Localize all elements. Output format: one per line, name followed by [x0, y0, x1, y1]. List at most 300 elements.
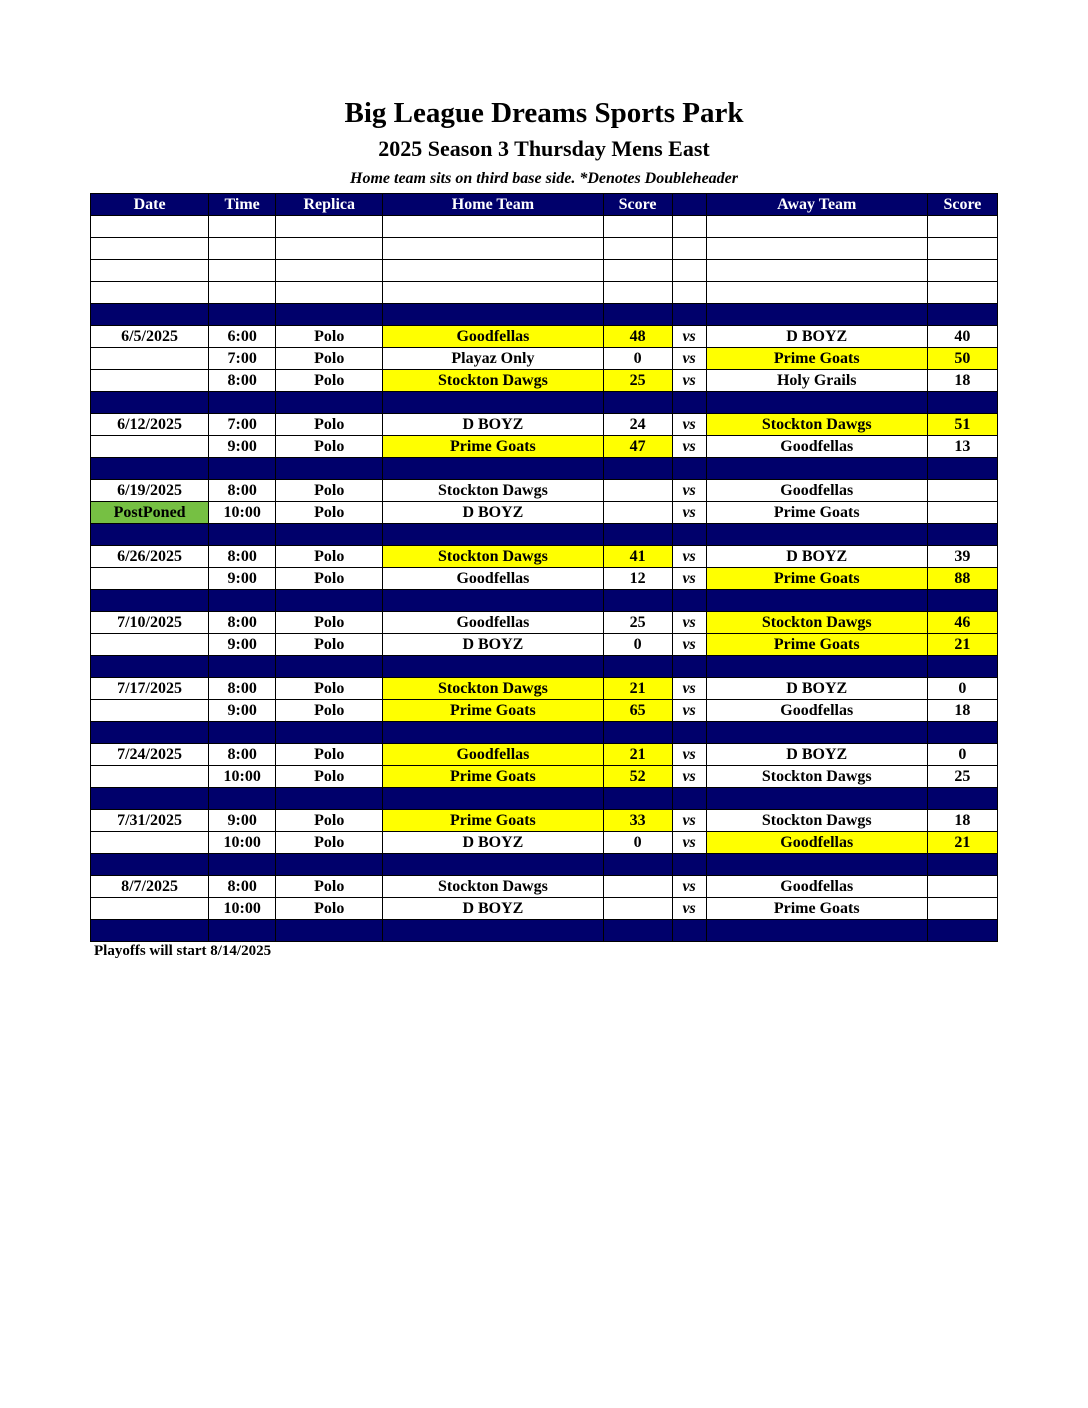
cell-away-score: 46 [927, 612, 997, 634]
cell-away-team: Stockton Dawgs [706, 612, 927, 634]
blank-row [91, 216, 998, 238]
cell-home-score: 33 [603, 810, 672, 832]
table-row [91, 898, 998, 920]
cell-away-team: Goodfellas [706, 700, 927, 722]
cell-vs [672, 260, 706, 282]
cell-away-team [706, 722, 927, 744]
cell-away-team [706, 920, 927, 942]
cell-date [91, 920, 209, 942]
cell-home-team: D BOYZ [383, 414, 603, 436]
cell-away-team [706, 524, 927, 546]
cell-home-team: D BOYZ [383, 502, 603, 524]
cell-away-team: Stockton Dawgs [706, 414, 927, 436]
cell-home-team: Prime Goats [383, 766, 603, 788]
cell-replica: Polo [276, 678, 383, 700]
cell-home-team [383, 304, 603, 326]
cell-home-score [603, 898, 672, 920]
cell-vs [672, 590, 706, 612]
cell-replica [276, 656, 383, 678]
cell-away-team: D BOYZ [706, 546, 927, 568]
cell-away-score [927, 788, 997, 810]
cell-replica: Polo [276, 876, 383, 898]
cell-home-score: 0 [603, 634, 672, 656]
cell-time [209, 920, 276, 942]
cell-date: 8/7/2025 [91, 876, 209, 898]
cell-home-score: 24 [603, 414, 672, 436]
cell-time [209, 260, 276, 282]
cell-vs [672, 304, 706, 326]
cell-home-score [603, 590, 672, 612]
cell-home-team: D BOYZ [383, 634, 603, 656]
cell-away-score [927, 876, 997, 898]
cell-vs: vs [672, 766, 706, 788]
cell-replica [276, 238, 383, 260]
table-row [91, 546, 998, 568]
cell-vs: vs [672, 546, 706, 568]
cell-home-team: Stockton Dawgs [383, 546, 603, 568]
cell-time: 9:00 [209, 810, 276, 832]
cell-away-score [927, 524, 997, 546]
cell-away-score: 0 [927, 678, 997, 700]
cell-home-score: 47 [603, 436, 672, 458]
cell-away-team: Prime Goats [706, 898, 927, 920]
table-row [91, 370, 998, 392]
cell-replica: Polo [276, 546, 383, 568]
cell-home-score [603, 216, 672, 238]
cell-away-team: Goodfellas [706, 436, 927, 458]
blank-row [91, 282, 998, 304]
cell-replica: Polo [276, 568, 383, 590]
cell-replica: Polo [276, 326, 383, 348]
cell-home-score: 48 [603, 326, 672, 348]
cell-home-score: 12 [603, 568, 672, 590]
cell-vs [672, 282, 706, 304]
page-subtitle: 2025 Season 3 Thursday Mens East [378, 136, 710, 161]
cell-vs [672, 458, 706, 480]
column-header-time: Time [209, 194, 276, 216]
cell-away-team [706, 238, 927, 260]
cell-home-team [383, 524, 603, 546]
cell-date [91, 370, 209, 392]
cell-replica: Polo [276, 898, 383, 920]
column-header-away-score: Score [927, 194, 997, 216]
cell-time [209, 282, 276, 304]
table-row [91, 634, 998, 656]
cell-away-score: 18 [927, 370, 997, 392]
cell-home-team: Goodfellas [383, 612, 603, 634]
separator-row [91, 920, 998, 942]
page-title: Big League Dreams Sports Park [344, 97, 744, 129]
cell-vs [672, 392, 706, 414]
cell-time: 9:00 [209, 568, 276, 590]
cell-home-team: Stockton Dawgs [383, 480, 603, 502]
cell-date [91, 788, 209, 810]
cell-home-score [603, 854, 672, 876]
cell-replica: Polo [276, 700, 383, 722]
cell-away-score: 25 [927, 766, 997, 788]
cell-vs: vs [672, 634, 706, 656]
cell-time: 10:00 [209, 766, 276, 788]
cell-away-score [927, 216, 997, 238]
cell-replica [276, 854, 383, 876]
cell-away-team [706, 392, 927, 414]
cell-home-score [603, 238, 672, 260]
cell-date: 6/5/2025 [91, 326, 209, 348]
cell-away-score [927, 304, 997, 326]
cell-replica: Polo [276, 634, 383, 656]
cell-vs: vs [672, 370, 706, 392]
cell-home-team: Stockton Dawgs [383, 370, 603, 392]
cell-home-score [603, 788, 672, 810]
cell-home-score: 52 [603, 766, 672, 788]
cell-time [209, 392, 276, 414]
cell-home-score [603, 502, 672, 524]
cell-date [91, 700, 209, 722]
cell-time: 6:00 [209, 326, 276, 348]
column-header-vs [672, 194, 706, 216]
cell-away-team: Prime Goats [706, 502, 927, 524]
cell-date [91, 260, 209, 282]
cell-home-team [383, 216, 603, 238]
header-row [91, 194, 998, 216]
cell-replica [276, 458, 383, 480]
cell-home-team [383, 656, 603, 678]
cell-replica [276, 304, 383, 326]
cell-home-score [603, 656, 672, 678]
cell-time: 9:00 [209, 634, 276, 656]
cell-date: 7/24/2025 [91, 744, 209, 766]
cell-away-score [927, 722, 997, 744]
cell-date: 6/26/2025 [91, 546, 209, 568]
cell-home-team: Stockton Dawgs [383, 876, 603, 898]
cell-time [209, 238, 276, 260]
cell-time: 8:00 [209, 546, 276, 568]
cell-away-team [706, 260, 927, 282]
cell-replica: Polo [276, 480, 383, 502]
cell-away-team: Prime Goats [706, 348, 927, 370]
cell-home-score: 25 [603, 370, 672, 392]
cell-time: 8:00 [209, 678, 276, 700]
cell-time: 7:00 [209, 348, 276, 370]
cell-away-score [927, 260, 997, 282]
cell-home-team: Goodfellas [383, 326, 603, 348]
cell-home-team [383, 854, 603, 876]
cell-home-team [383, 392, 603, 414]
separator-row [91, 392, 998, 414]
column-header-date: Date [91, 194, 209, 216]
cell-home-team: Goodfellas [383, 568, 603, 590]
cell-away-team: Goodfellas [706, 832, 927, 854]
cell-away-score [927, 392, 997, 414]
cell-home-score [603, 282, 672, 304]
column-header-home-team: Home Team [383, 194, 603, 216]
cell-away-team [706, 282, 927, 304]
cell-away-team: Prime Goats [706, 568, 927, 590]
cell-date [91, 832, 209, 854]
cell-away-score: 40 [927, 326, 997, 348]
cell-away-score [927, 480, 997, 502]
cell-time: 8:00 [209, 480, 276, 502]
table-row [91, 326, 998, 348]
blank-row [91, 260, 998, 282]
cell-date [91, 524, 209, 546]
cell-time [209, 590, 276, 612]
table-row [91, 436, 998, 458]
cell-away-score [927, 590, 997, 612]
blank-row [91, 238, 998, 260]
cell-home-team [383, 590, 603, 612]
cell-vs: vs [672, 744, 706, 766]
cell-away-score: 18 [927, 700, 997, 722]
cell-date [91, 436, 209, 458]
table-row [91, 678, 998, 700]
cell-date [91, 656, 209, 678]
cell-away-team: Stockton Dawgs [706, 810, 927, 832]
cell-away-team: D BOYZ [706, 678, 927, 700]
cell-home-score: 25 [603, 612, 672, 634]
cell-away-team: D BOYZ [706, 744, 927, 766]
cell-home-team [383, 458, 603, 480]
table-row [91, 810, 998, 832]
cell-replica: Polo [276, 810, 383, 832]
cell-replica: Polo [276, 832, 383, 854]
cell-away-score [927, 898, 997, 920]
cell-away-team: D BOYZ [706, 326, 927, 348]
cell-date [91, 898, 209, 920]
separator-row [91, 656, 998, 678]
cell-vs [672, 524, 706, 546]
cell-replica [276, 590, 383, 612]
cell-away-team [706, 590, 927, 612]
cell-away-team: Goodfellas [706, 876, 927, 898]
cell-away-score [927, 502, 997, 524]
cell-away-score: 21 [927, 832, 997, 854]
cell-vs [672, 788, 706, 810]
cell-replica: Polo [276, 766, 383, 788]
table-row [91, 876, 998, 898]
cell-date [91, 458, 209, 480]
cell-time: 7:00 [209, 414, 276, 436]
cell-date [91, 634, 209, 656]
cell-date [91, 216, 209, 238]
cell-vs [672, 920, 706, 942]
cell-date: 6/12/2025 [91, 414, 209, 436]
cell-vs: vs [672, 326, 706, 348]
cell-home-team: D BOYZ [383, 832, 603, 854]
cell-time [209, 524, 276, 546]
cell-away-score [927, 656, 997, 678]
cell-home-team [383, 920, 603, 942]
cell-away-team [706, 854, 927, 876]
cell-vs: vs [672, 480, 706, 502]
table-row [91, 832, 998, 854]
cell-away-score: 50 [927, 348, 997, 370]
cell-vs: vs [672, 810, 706, 832]
table-row [91, 502, 998, 524]
cell-home-score: 0 [603, 832, 672, 854]
cell-vs [672, 656, 706, 678]
playoffs-note: Playoffs will start 8/14/2025 [94, 943, 272, 959]
cell-time [209, 304, 276, 326]
cell-date [91, 304, 209, 326]
cell-home-team: Goodfellas [383, 744, 603, 766]
cell-date [91, 590, 209, 612]
cell-away-team: Stockton Dawgs [706, 766, 927, 788]
cell-home-team [383, 260, 603, 282]
cell-time: 9:00 [209, 436, 276, 458]
cell-away-score: 88 [927, 568, 997, 590]
cell-home-score: 21 [603, 744, 672, 766]
cell-vs: vs [672, 436, 706, 458]
cell-home-score [603, 458, 672, 480]
schedule-rows [91, 216, 998, 942]
cell-away-score: 21 [927, 634, 997, 656]
cell-home-score: 21 [603, 678, 672, 700]
table-row [91, 744, 998, 766]
cell-replica: Polo [276, 414, 383, 436]
separator-row [91, 524, 998, 546]
cell-home-score [603, 920, 672, 942]
cell-home-team: Prime Goats [383, 810, 603, 832]
cell-date [91, 392, 209, 414]
cell-replica [276, 392, 383, 414]
cell-replica: Polo [276, 744, 383, 766]
cell-time: 10:00 [209, 898, 276, 920]
cell-vs: vs [672, 502, 706, 524]
cell-vs: vs [672, 876, 706, 898]
cell-date [91, 854, 209, 876]
cell-date: 7/31/2025 [91, 810, 209, 832]
cell-home-score [603, 722, 672, 744]
cell-time: 9:00 [209, 700, 276, 722]
cell-away-score [927, 458, 997, 480]
cell-away-team: Prime Goats [706, 634, 927, 656]
cell-replica [276, 216, 383, 238]
cell-away-team [706, 458, 927, 480]
cell-replica: Polo [276, 502, 383, 524]
cell-home-score [603, 304, 672, 326]
cell-away-team [706, 304, 927, 326]
cell-vs: vs [672, 678, 706, 700]
table-row [91, 700, 998, 722]
cell-home-score: 0 [603, 348, 672, 370]
cell-date [91, 766, 209, 788]
table-row [91, 480, 998, 502]
cell-time: 10:00 [209, 502, 276, 524]
cell-home-team [383, 282, 603, 304]
cell-home-team [383, 238, 603, 260]
cell-replica [276, 722, 383, 744]
cell-home-score [603, 480, 672, 502]
separator-row [91, 458, 998, 480]
cell-time [209, 788, 276, 810]
cell-home-score: 65 [603, 700, 672, 722]
cell-vs: vs [672, 414, 706, 436]
cell-replica [276, 282, 383, 304]
cell-date: 7/10/2025 [91, 612, 209, 634]
cell-home-team: Stockton Dawgs [383, 678, 603, 700]
cell-away-score [927, 282, 997, 304]
cell-home-team [383, 722, 603, 744]
cell-away-score: 0 [927, 744, 997, 766]
cell-away-team [706, 656, 927, 678]
cell-home-score [603, 392, 672, 414]
cell-date [91, 282, 209, 304]
cell-away-team [706, 788, 927, 810]
cell-vs [672, 722, 706, 744]
cell-home-team: D BOYZ [383, 898, 603, 920]
cell-time [209, 656, 276, 678]
cell-home-team: Prime Goats [383, 700, 603, 722]
separator-row [91, 722, 998, 744]
cell-vs: vs [672, 832, 706, 854]
separator-row [91, 788, 998, 810]
cell-date [91, 568, 209, 590]
separator-row [91, 304, 998, 326]
cell-home-score [603, 524, 672, 546]
column-header-away-team: Away Team [706, 194, 927, 216]
column-header-home-score: Score [603, 194, 672, 216]
table-row [91, 766, 998, 788]
cell-time: 8:00 [209, 612, 276, 634]
cell-away-score [927, 238, 997, 260]
cell-time: 10:00 [209, 832, 276, 854]
separator-row [91, 854, 998, 876]
cell-time: 8:00 [209, 744, 276, 766]
separator-row [91, 590, 998, 612]
cell-home-score: 41 [603, 546, 672, 568]
cell-time: 8:00 [209, 370, 276, 392]
cell-time: 8:00 [209, 876, 276, 898]
table-row [91, 568, 998, 590]
cell-vs [672, 238, 706, 260]
cell-away-score: 18 [927, 810, 997, 832]
cell-home-score [603, 260, 672, 282]
cell-replica: Polo [276, 436, 383, 458]
cell-away-score [927, 920, 997, 942]
cell-away-team [706, 216, 927, 238]
cell-away-team: Goodfellas [706, 480, 927, 502]
table-row [91, 612, 998, 634]
cell-time [209, 458, 276, 480]
cell-time [209, 854, 276, 876]
cell-home-team: Playaz Only [383, 348, 603, 370]
cell-replica [276, 920, 383, 942]
cell-time [209, 722, 276, 744]
cell-replica: Polo [276, 370, 383, 392]
cell-vs: vs [672, 700, 706, 722]
cell-replica: Polo [276, 612, 383, 634]
schedule-table [90, 193, 998, 942]
cell-home-team [383, 788, 603, 810]
cell-date [91, 238, 209, 260]
cell-away-score: 13 [927, 436, 997, 458]
cell-vs: vs [672, 612, 706, 634]
cell-away-score: 51 [927, 414, 997, 436]
cell-home-team: Prime Goats [383, 436, 603, 458]
cell-vs [672, 854, 706, 876]
cell-home-score [603, 876, 672, 898]
cell-date [91, 722, 209, 744]
cell-replica: Polo [276, 348, 383, 370]
cell-vs: vs [672, 898, 706, 920]
cell-replica [276, 788, 383, 810]
cell-away-score: 39 [927, 546, 997, 568]
cell-date [91, 348, 209, 370]
cell-replica [276, 260, 383, 282]
cell-away-score [927, 854, 997, 876]
table-row [91, 414, 998, 436]
